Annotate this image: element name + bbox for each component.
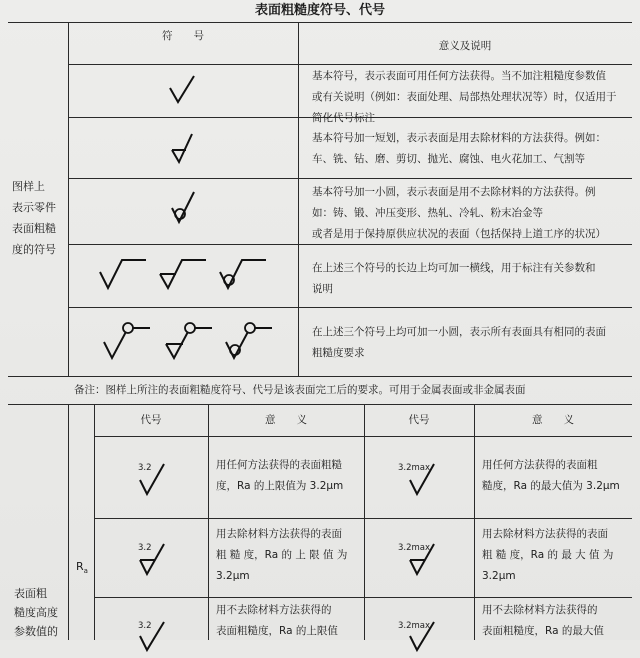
svg-text:3.2: 3.2 bbox=[138, 543, 152, 553]
row5-description: 在上述三个符号上均可加一小圆，表示所有表面具有相同的表面 粗糙度要求 bbox=[312, 326, 606, 359]
material-removal-symbol bbox=[170, 132, 194, 164]
basic-symbol-all-surfaces bbox=[102, 320, 154, 360]
removal-symbol-all-surfaces bbox=[164, 320, 216, 360]
page-title: 表面粗糙度符号、代号 bbox=[254, 3, 385, 18]
code-upper-removal bbox=[136, 540, 176, 580]
removal-symbol-with-line bbox=[158, 258, 208, 290]
bottom-row2-right-desc: 用去除材料方法获得的表面 粗 糙 度，Ra 的 最 大 值 为 3.2μm bbox=[482, 528, 614, 582]
no-removal-symbol-with-line bbox=[218, 258, 268, 290]
column-divider bbox=[68, 404, 69, 640]
code-max-any-method bbox=[396, 460, 446, 500]
column-divider bbox=[94, 404, 95, 640]
column-divider bbox=[298, 22, 299, 376]
basic-roughness-symbol bbox=[168, 74, 196, 104]
row-divider bbox=[94, 518, 632, 519]
code-max-no-removal bbox=[396, 618, 446, 658]
svg-text:3.2: 3.2 bbox=[138, 621, 152, 631]
row-divider bbox=[68, 64, 632, 65]
bottom-row2-left-desc: 用去除材料方法获得的表面 粗 糙 度，Ra 的 上 限 值 为 3.2μm bbox=[216, 528, 348, 582]
column-divider bbox=[474, 404, 475, 640]
row-divider bbox=[68, 178, 632, 179]
param-ra-label: $R_a$ bbox=[76, 560, 88, 576]
row-divider bbox=[94, 597, 632, 598]
header-meaning: 意义及说明 bbox=[438, 40, 492, 52]
note-text: 备注：图样上所注的表面粗糙度符号、代号是该表面完工后的要求。可用于金属表面或非金属表面 bbox=[74, 384, 526, 396]
header-meaning-right: 意 义 bbox=[532, 414, 574, 426]
no-removal-symbol-all-surfaces bbox=[224, 320, 276, 360]
no-material-removal-symbol bbox=[170, 190, 196, 224]
row3-description: 基本符号加一小圆，表示表面是用不去除材料的方法获得。例 如：铸、锻、冲压变形、热轧、冷轧、粉末冶金等 或者是用于保持原供应状况的表面（包括保持上道工序的状况） bbox=[312, 186, 606, 240]
svg-text:3.2max: 3.2max bbox=[398, 621, 431, 631]
row-divider bbox=[8, 404, 632, 405]
row4-description: 在上述三个符号的长边上均可加一横线，用于标注有关参数和 说明 bbox=[312, 262, 596, 295]
bottom-row3-left-desc: 用不去除材料方法获得的 表面粗糙度，Ra 的上限值 bbox=[216, 604, 338, 637]
column-divider bbox=[208, 404, 209, 640]
bottom-row1-left-desc: 用任何方法获得的表面粗糙 度，Ra 的上限值为 3.2μm bbox=[216, 459, 344, 492]
left-label-symbols: 图样上 表示零件 表面粗糙 度的符号 bbox=[12, 180, 56, 256]
column-divider bbox=[364, 404, 365, 640]
code-max-removal bbox=[396, 540, 446, 580]
row-divider bbox=[94, 436, 632, 437]
table-border-top bbox=[8, 22, 632, 23]
row-divider bbox=[8, 376, 632, 377]
row-divider bbox=[68, 307, 632, 308]
svg-text:3.2: 3.2 bbox=[138, 463, 152, 473]
header-code-left: 代号 bbox=[140, 414, 162, 426]
header-symbol: 符 号 bbox=[162, 30, 204, 42]
header-code-right: 代号 bbox=[408, 414, 430, 426]
header-meaning-left: 意 义 bbox=[265, 414, 307, 426]
svg-text:3.2max: 3.2max bbox=[398, 543, 431, 553]
bottom-row1-right-desc: 用任何方法获得的表面粗 糙度，Ra 的最大值为 3.2μm bbox=[482, 459, 620, 492]
code-upper-no-removal bbox=[136, 618, 176, 658]
basic-symbol-with-line bbox=[98, 258, 148, 290]
bottom-row3-right-desc: 用不去除材料方法获得的 表面粗糙度，Ra 的最大值 bbox=[482, 604, 604, 637]
svg-text:3.2max: 3.2max bbox=[398, 463, 431, 473]
row1-description: 基本符号，表示表面可用任何方法获得。当不加注粗糙度参数值 或有关说明（例如：表面处理、局部热处理状况等）时，仅适用于 简化代号标注 bbox=[312, 70, 617, 124]
row2-description: 基本符号加一短划，表示表面是用去除材料的方法获得。例如： 车、铣、钻、磨、剪切、抛光、腐蚀、电火花加工、气割等 bbox=[312, 132, 606, 165]
left-label-param: 表面粗 糙度高度 参数值的 bbox=[14, 587, 58, 638]
code-upper-any-method bbox=[136, 460, 176, 500]
column-divider bbox=[68, 22, 69, 376]
